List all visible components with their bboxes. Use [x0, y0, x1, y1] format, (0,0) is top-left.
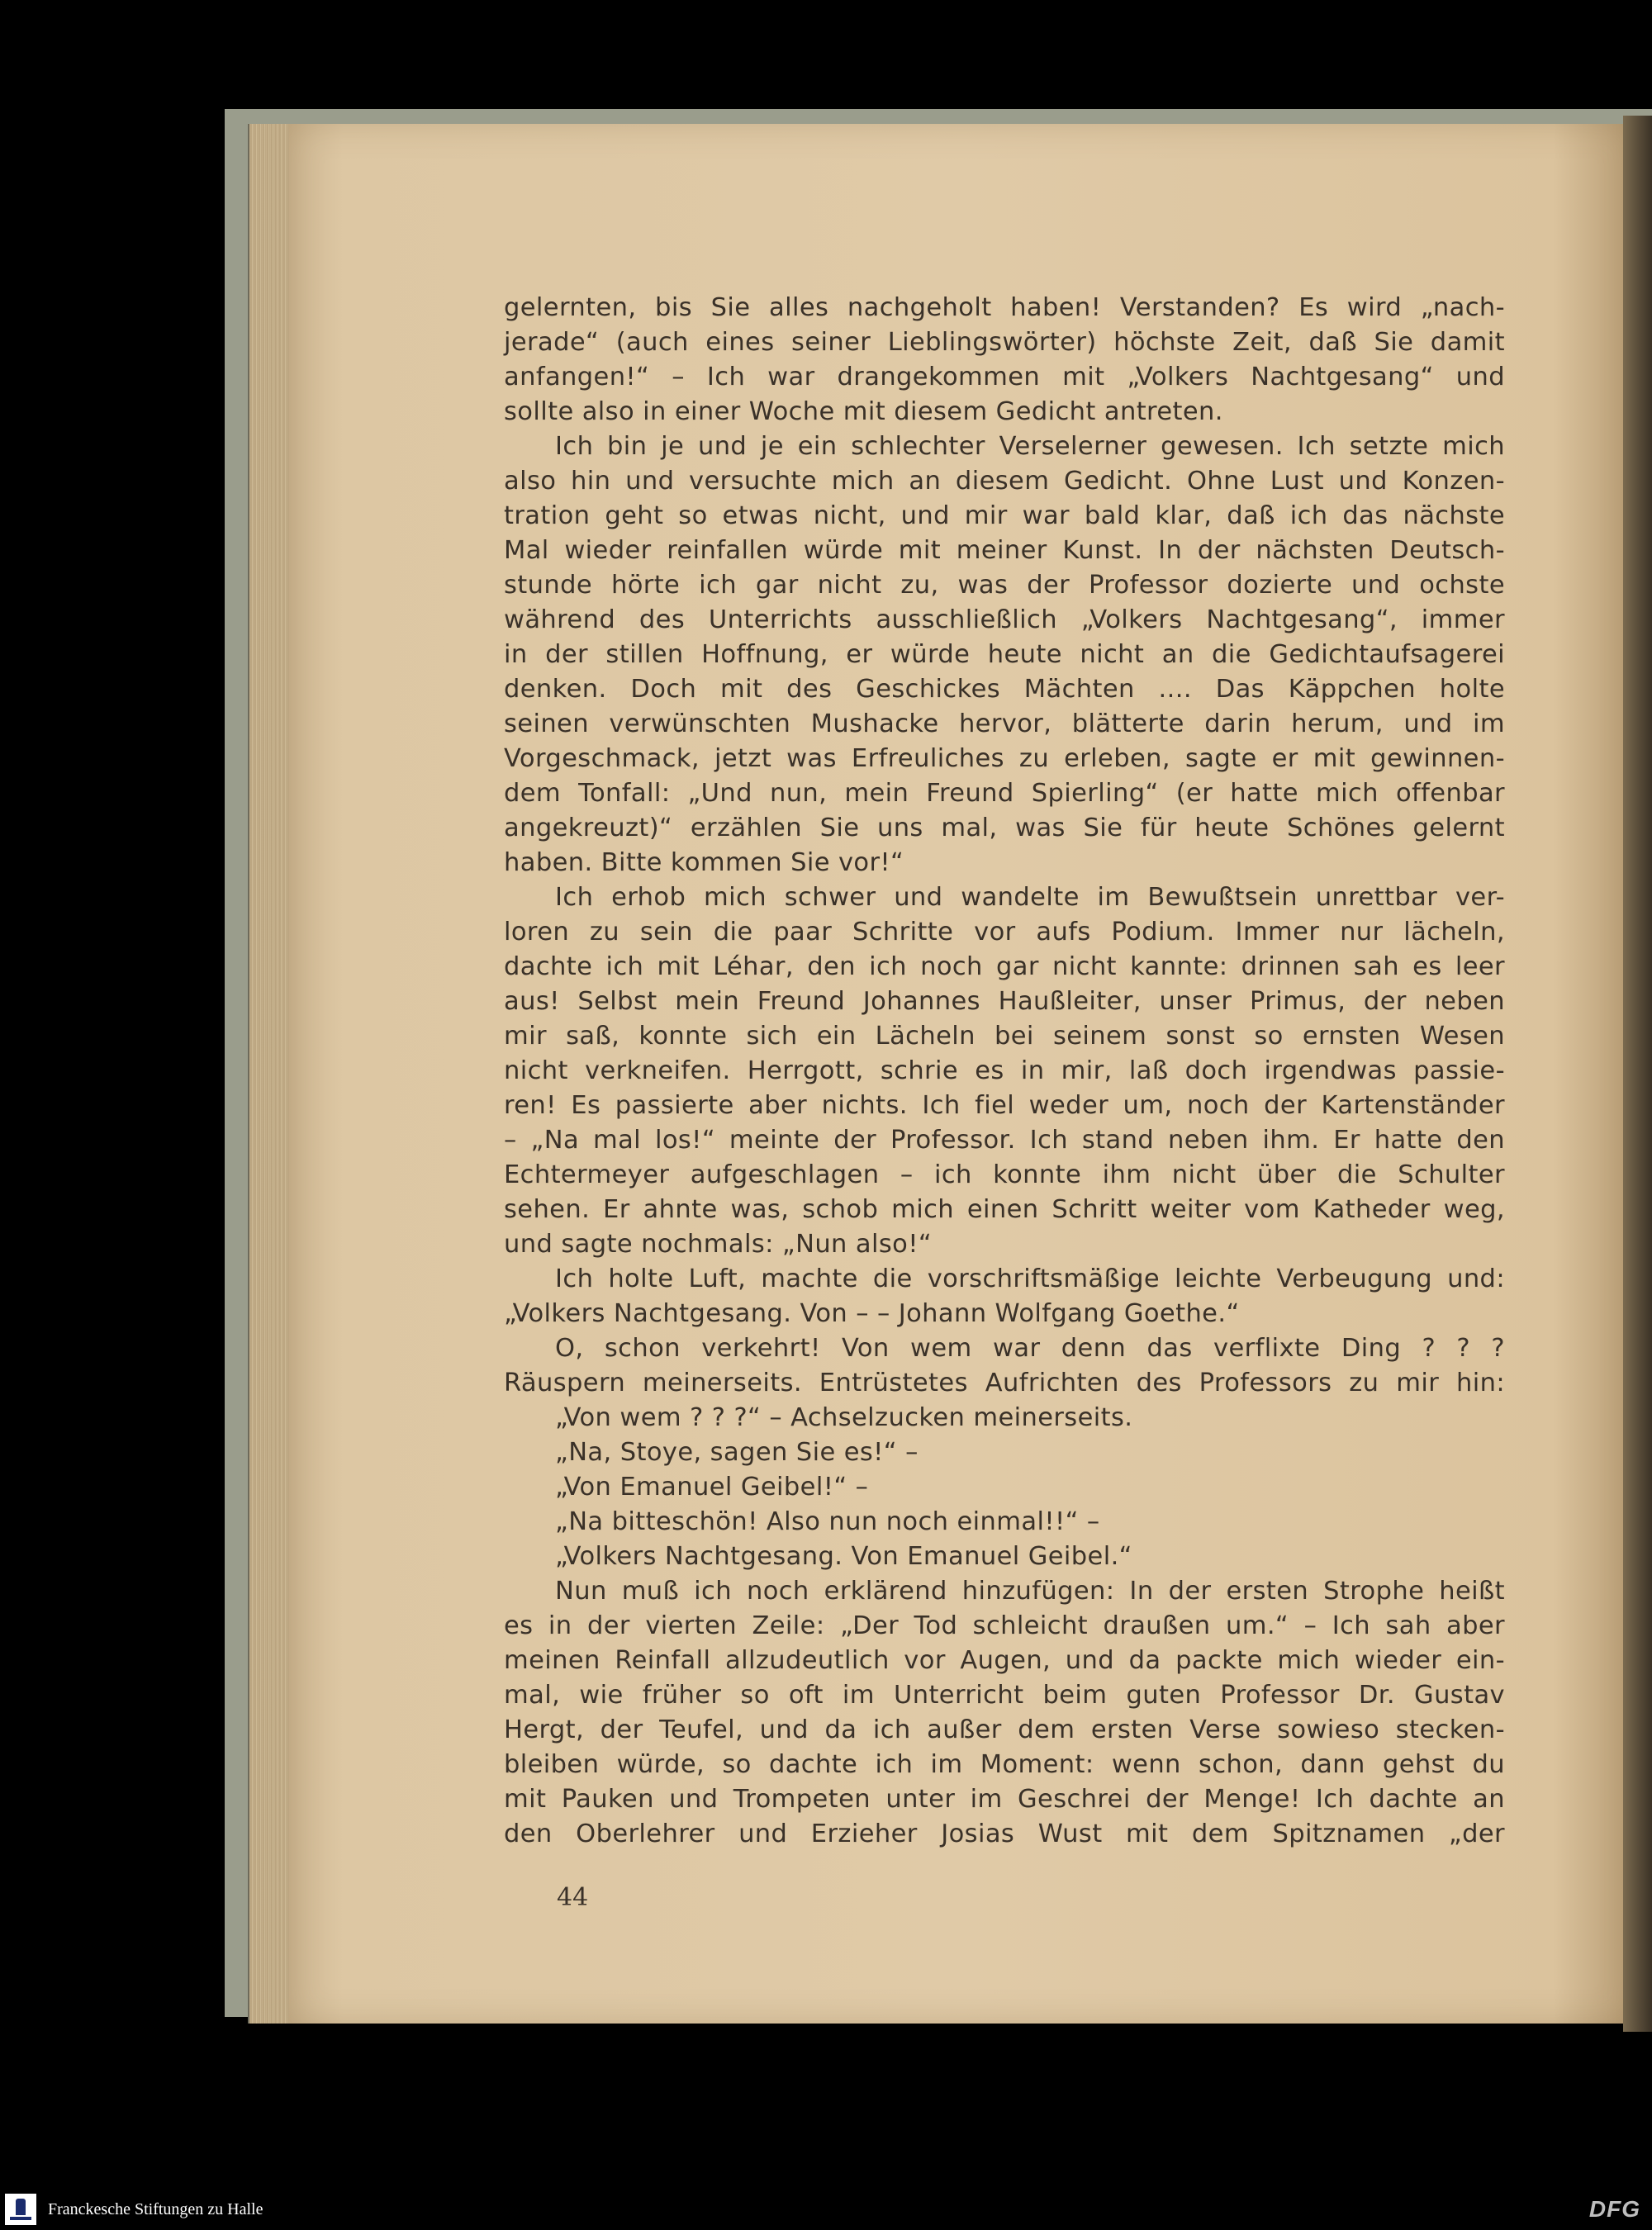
page-text	[504, 291, 1505, 1852]
text-line: „Volkers Nachtgesang. Von – – Johann Wolfgang Goethe.“	[504, 1299, 1240, 1328]
page-number: 44	[557, 1883, 589, 1912]
text-line: aus! Selbst mein Freund Johannes Haußleiter, unser Primus, der neben	[504, 987, 1505, 1016]
text-line: mit Pauken und Trompeten unter im Geschrei der Menge! Ich dachte an	[504, 1785, 1505, 1814]
book-gutter	[1623, 116, 1652, 2032]
text-line: loren zu sein die paar Schritte vor aufs Podium. Immer nur lächeln,	[504, 918, 1505, 947]
text-line: Nun muß ich noch erklärend hinzufügen: In der ersten Strophe heißt	[555, 1577, 1505, 1606]
text-line: Ich erhob mich schwer und wandelte im Bewußtsein unrettbar ver-	[555, 883, 1505, 912]
text-line: gelernten, bis Sie alles nachgeholt haben! Verstanden? Es wird „nach-	[504, 293, 1505, 322]
text-line: O, schon verkehrt! Von wem war denn das verflixte Ding ? ? ?	[555, 1334, 1505, 1363]
text-line: angekreuzt)“ erzählen Sie uns mal, was Sie für heute Schönes gelernt	[504, 814, 1505, 842]
text-line: sehen. Er ahnte was, schob mich einen Schritt weiter vom Katheder weg,	[504, 1195, 1505, 1224]
text-line: haben. Bitte kommen Sie vor!“	[504, 848, 904, 877]
text-line: nicht verkneifen. Herrgott, schrie es in mir, laß doch irgendwas passie-	[504, 1056, 1505, 1085]
text-line: und sagte nochmals: „Nun also!“	[504, 1230, 933, 1259]
text-line: mal, wie früher so oft im Unterricht beim guten Professor Dr. Gustav	[504, 1681, 1505, 1710]
text-line: mir saß, konnte sich ein Lächeln bei seinem sonst so ernsten Wesen	[504, 1022, 1505, 1051]
institution-name: Franckesche Stiftungen zu Halle	[48, 2200, 263, 2218]
text-line: Echtermeyer aufgeschlagen – ich konnte ihm nicht über die Schulter	[504, 1160, 1505, 1189]
text-line: denken. Doch mit des Geschickes Mächten .... Das Käppchen holte	[504, 675, 1505, 704]
text-line: ren! Es passierte aber nichts. Ich fiel weder um, noch der Kartenständer	[504, 1091, 1505, 1120]
text-line: „Na bitteschön! Also nun noch einmal!!“ –	[555, 1507, 1100, 1536]
text-line: es in der vierten Zeile: „Der Tod schleicht draußen um.“ – Ich sah aber	[504, 1611, 1505, 1640]
institution-logo-icon	[5, 2194, 36, 2225]
text-line: Räuspern meinerseits. Entrüstetes Aufrichten des Professors zu mir hin:	[504, 1369, 1505, 1397]
text-line: anfangen!“ – Ich war drangekommen mit „Volkers Nachtgesang“ und	[504, 363, 1505, 391]
footer-bar	[0, 2189, 1652, 2230]
text-line: „Von Emanuel Geibel!“ –	[555, 1473, 869, 1502]
text-line: meinen Reinfall allzudeutlich vor Augen, und da packte mich wieder ein-	[504, 1646, 1505, 1675]
text-line: Vorgeschmack, jetzt was Erfreuliches zu erleben, sagte er mit gewinnen-	[504, 744, 1505, 773]
text-line: den Oberlehrer und Erzieher Josias Wust mit dem Spitznamen „der	[504, 1820, 1505, 1848]
text-line: während des Unterrichts ausschließlich „Volkers Nachtgesang“, immer	[504, 605, 1505, 634]
text-line: sollte also in einer Woche mit diesem Gedicht antreten.	[504, 397, 1223, 426]
text-line: Hergt, der Teufel, und da ich außer dem ersten Verse sowieso stecken-	[504, 1715, 1505, 1744]
text-line: also hin und versuchte mich an diesem Gedicht. Ohne Lust und Konzen-	[504, 467, 1505, 496]
text-line: bleiben würde, so dachte ich im Moment: wenn schon, dann gehst du	[504, 1750, 1505, 1779]
text-line: jerade“ (auch eines seiner Lieblingswörter) höchste Zeit, daß Sie damit	[504, 328, 1505, 357]
text-line: stunde hörte ich gar nicht zu, was der Professor dozierte und ochste	[504, 571, 1505, 600]
text-line: – „Na mal los!“ meinte der Professor. Ich stand neben ihm. Er hatte den	[504, 1126, 1505, 1155]
text-line: „Volkers Nachtgesang. Von Emanuel Geibel.“	[555, 1542, 1132, 1571]
text-line: Ich bin je und je ein schlechter Verselerner gewesen. Ich setzte mich	[555, 432, 1505, 461]
text-line: seinen verwünschten Mushacke hervor, blätterte darin herum, und im	[504, 709, 1505, 738]
text-line: Ich holte Luft, machte die vorschriftsmäßige leichte Verbeugung und:	[555, 1264, 1505, 1293]
text-line: dem Tonfall: „Und nun, mein Freund Spierling“ (er hatte mich offenbar	[504, 779, 1505, 808]
text-line: „Von wem ? ? ?“ – Achselzucken meinerseits.	[555, 1403, 1133, 1432]
text-line: dachte ich mit Léhar, den ich noch gar nicht kannte: drinnen sah es leer	[504, 952, 1505, 981]
text-line: „Na, Stoye, sagen Sie es!“ –	[555, 1438, 919, 1467]
text-line: Mal wieder reinfallen würde mit meiner Kunst. In der nächsten Deutsch-	[504, 536, 1505, 565]
text-line: in der stillen Hoffnung, er würde heute nicht an die Gedichtaufsagerei	[504, 640, 1505, 669]
dfg-logo: DFG	[1588, 2196, 1640, 2222]
text-line: tration geht so etwas nicht, und mir war bald klar, daß ich das nächste	[504, 501, 1505, 530]
